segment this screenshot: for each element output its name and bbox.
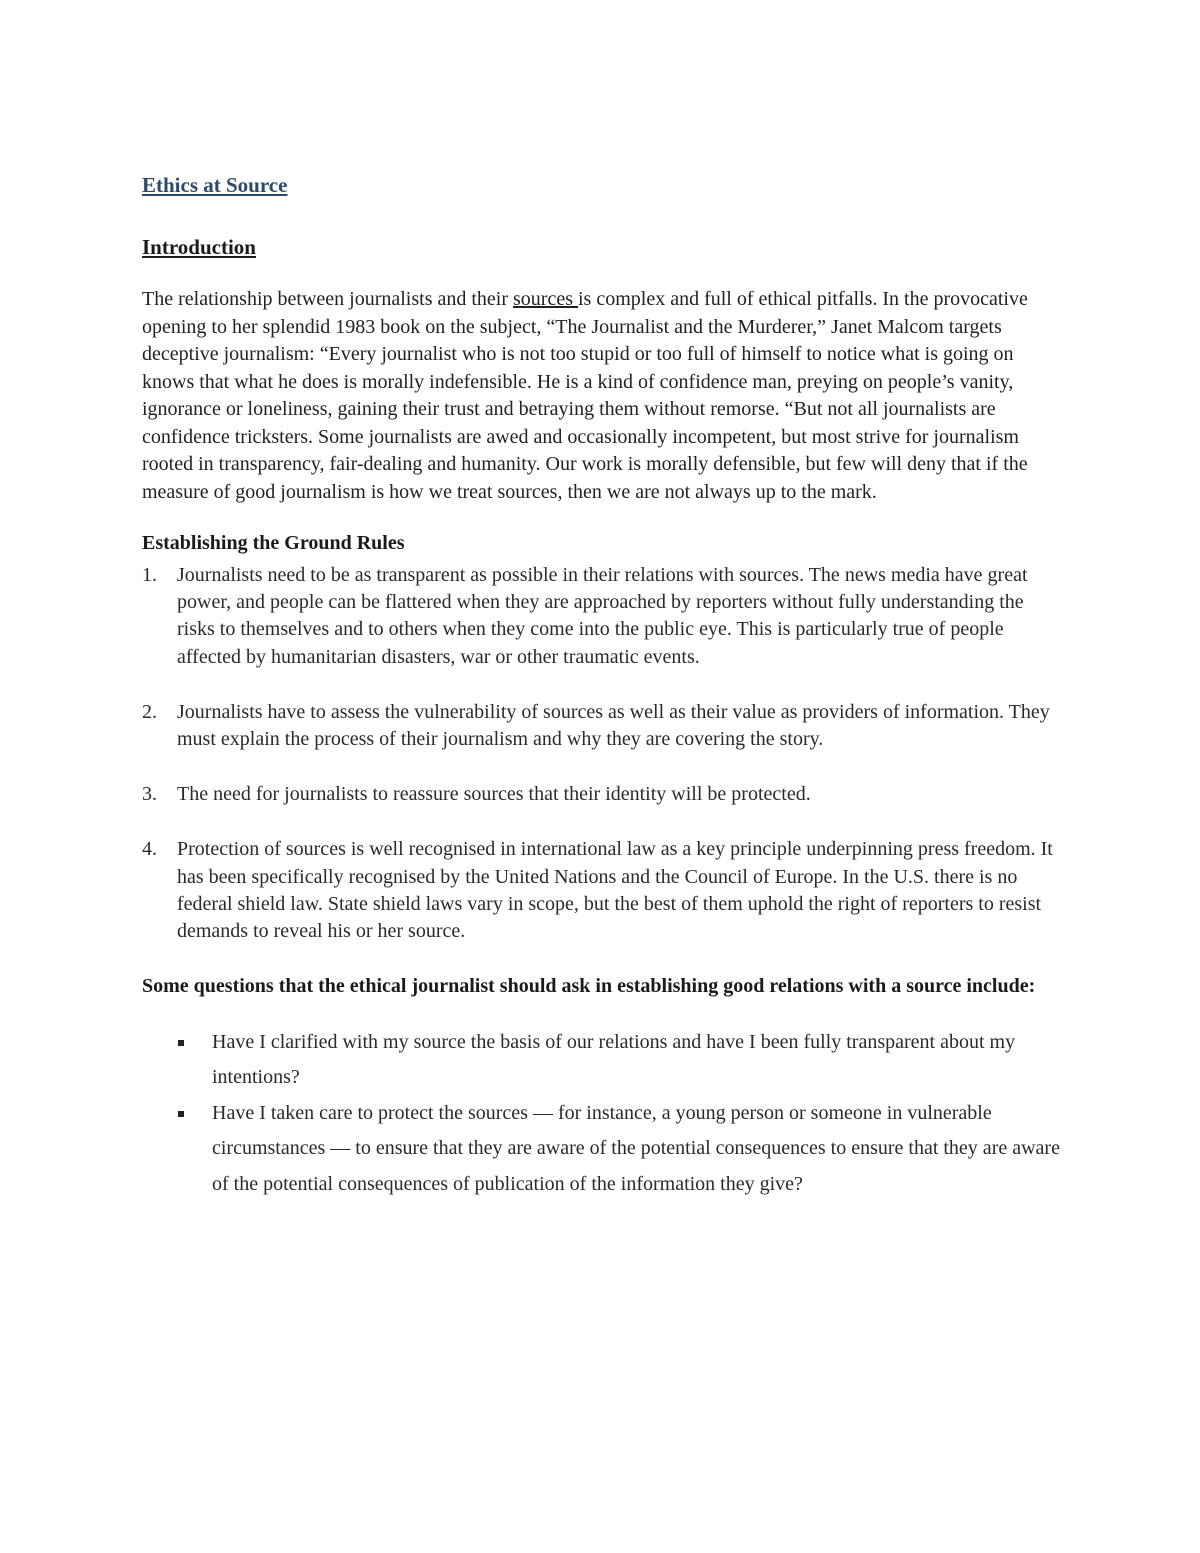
square-bullet-icon xyxy=(178,1040,184,1046)
document-page xyxy=(142,168,1060,1202)
introduction-paragraph xyxy=(142,286,1060,506)
list-number: 1. xyxy=(142,564,157,586)
ground-rule-text: Protection of sources is well recognised in international law as a key principle underpinning press freedom. It has been specifically recognised by the United Nations and the Council of Europe. In the U.S. there is no federal shield law. State shield laws vary in scope, but the best of them uphold the right of reporters to resist demands to reveal his or her source. xyxy=(177,838,1053,943)
list-number: 4. xyxy=(142,838,157,861)
document-title[interactable]: Ethics at Source xyxy=(142,173,288,197)
questions-list xyxy=(142,1025,1060,1203)
questions-heading: Some questions that the ethical journalist should ask in establishing good relations with a source include: xyxy=(142,975,1036,998)
square-bullet-icon xyxy=(178,1111,184,1117)
ground-rule-item xyxy=(142,836,1060,945)
introduction-heading: Introduction xyxy=(142,235,256,259)
ground-rule-item xyxy=(142,562,1060,671)
sources-link[interactable]: sources xyxy=(513,288,578,310)
ground-rule-text: Journalists have to assess the vulnerability of sources as well as their value as providers of information. They must explain the process of their journalism and why they are covering the story. xyxy=(177,700,1050,751)
ground-rule-item xyxy=(142,699,1060,753)
ground-rule-text: The need for journalists to reassure sources that their identity will be protected. xyxy=(177,783,811,806)
ground-rules-list xyxy=(142,562,1060,945)
list-number: 2. xyxy=(142,700,157,723)
ground-rule-item xyxy=(142,781,1060,808)
intro-text-before: The relationship between journalists and their xyxy=(142,288,514,310)
intro-text-after: is complex and full of ethical pitfalls. In the provocative opening to her splendid 1983 book on the subject, “The Journalist and the Murderer,” Janet Malcom targets deceptive journalism: “Every journalist who is not too stupid or too full of himself to notice what is going on knows that what he does is morally indefensible. He is a kind of confidence man, preying on people’s vanity, ignorance or loneliness, gaining their trust and betraying them without remorse. “But not all journalists are confidence tricksters. Some journalists are awed and occasionally incompetent, but most strive for journalism rooted in transparency, fair-dealing and humanity. Our work is morally defensible, but few will deny that if the measure of good journalism is how we treat sources, then we are not always up to the mark. xyxy=(142,288,1028,503)
question-text: Have I taken care to protect the sources — for instance, a young person or someone in vulnerable circumstances — to ensure that they are aware of the potential consequences to ensure that they are aware of the potential consequences of publication of the information they give? xyxy=(212,1101,1060,1195)
question-text: Have I clarified with my source the basis of our relations and have I been fully transparent about my intentions? xyxy=(212,1030,1016,1089)
question-item xyxy=(142,1025,1060,1096)
ground-rule-text: Journalists need to be as transparent as possible in their relations with sources. The news media have great power, and people can be flattered when they are approached by reporters without fully understanding the risks to themselves and to others when they come into the public eye. This is particularly true of people affected by humanitarian disasters, war or other traumatic events. xyxy=(177,564,1028,668)
ground-rules-heading: Establishing the Ground Rules xyxy=(142,532,405,554)
question-item xyxy=(142,1096,1060,1203)
list-number: 3. xyxy=(142,783,157,806)
